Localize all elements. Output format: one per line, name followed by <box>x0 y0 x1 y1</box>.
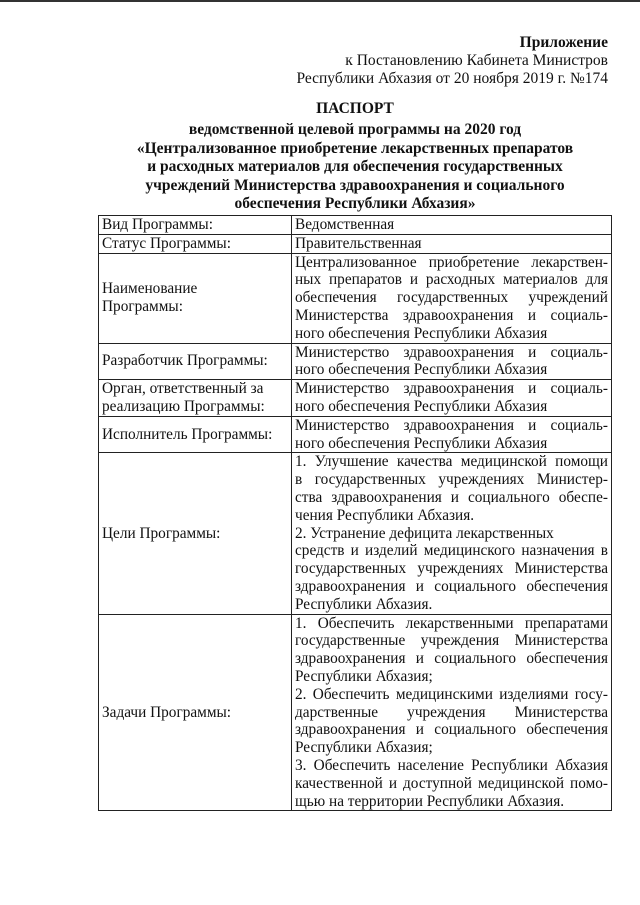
table-row <box>99 416 612 453</box>
table-row <box>99 614 612 811</box>
field-value-line: ного обеспечения Республики Абхазия <box>295 324 548 342</box>
field-value <box>292 253 612 343</box>
field-value-line: щью на территории Республики Абхазия. <box>295 792 565 810</box>
field-value-line: Министерства здравоохранения и социаль- <box>295 306 608 324</box>
field-value <box>292 234 612 253</box>
field-label-line: Программы: <box>102 298 183 316</box>
field-label-line: Наименование <box>102 280 198 298</box>
field-label-line: Статус Программы: <box>102 234 231 252</box>
passport-table <box>98 215 612 811</box>
field-value <box>292 614 612 811</box>
field-label <box>99 416 292 453</box>
scan-edge <box>0 0 640 2</box>
appendix-label: Приложение <box>519 34 608 51</box>
field-value <box>292 453 612 614</box>
field-value-line: чения Республики Абхазия. <box>295 506 475 524</box>
field-value-line: 3. Обеспечить население Республики Абхазия <box>295 756 608 774</box>
field-value-line: Правительственная <box>295 234 422 252</box>
field-value-line: ного обеспечения Республики Абхазия <box>295 397 548 415</box>
field-value-line: 1. Улучшение качества медицинской помощи <box>295 453 608 471</box>
field-label <box>99 453 292 614</box>
field-label <box>99 380 292 417</box>
field-value-line: ства здравоохранения и социального обеспе- <box>295 488 608 506</box>
field-value-line: ного обеспечения Республики Абхазия <box>295 361 548 379</box>
subtitle-line: учреждений Министерства здравоохранения и социального <box>145 176 565 194</box>
field-label <box>99 216 292 235</box>
field-value-line: 2. Обеспечить медицинскими изделиями госу- <box>295 685 608 703</box>
table-row <box>99 343 612 380</box>
field-value-line: Ведомственная <box>295 216 395 233</box>
table-row <box>99 253 612 343</box>
field-label <box>99 343 292 380</box>
table-row <box>99 216 612 235</box>
field-label-line: Разработчик Программы: <box>102 352 268 370</box>
field-value-line: здравоохранения и социального обеспечения <box>295 721 608 739</box>
field-value-line: дарственные учреждения Министерства <box>295 703 608 721</box>
field-value-line: Министерство здравоохранения и социаль- <box>295 380 608 398</box>
field-value-line: здравоохранения и социального обеспечения <box>295 577 608 595</box>
subtitle-line: «Централизованное приобретение лекарственных препаратов <box>136 139 574 157</box>
field-value-line: государственных учреждениях Министерства <box>295 560 608 578</box>
field-label-line: Орган, ответственный за <box>102 380 264 398</box>
table-row <box>99 453 612 614</box>
table-row <box>99 234 612 253</box>
field-value-line: 2. Устранение дефицита лекарственных <box>295 524 554 542</box>
table-row <box>99 380 612 417</box>
field-label <box>99 253 292 343</box>
field-value-line: средств и изделий медицинского назначения в <box>295 542 608 560</box>
field-value-line: Республики Абхазия. <box>295 595 433 613</box>
field-value-line: Министерство здравоохранения и социаль- <box>295 416 608 434</box>
field-value-line: ного обеспечения Республики Абхазия <box>295 434 548 452</box>
field-label-line: Задачи Программы: <box>102 703 232 721</box>
subtitle-line: ведомственной целевой программы на 2020 год <box>188 121 522 138</box>
field-label <box>99 614 292 811</box>
field-value-line: в государственных учреждениях Министер- <box>295 471 608 489</box>
field-value <box>292 343 612 380</box>
field-label <box>99 234 292 253</box>
subtitle-line: обеспечения Республики Абхазия» <box>234 195 476 212</box>
field-label-line: Исполнитель Программы: <box>102 425 273 443</box>
field-value <box>292 380 612 417</box>
field-value-line: ных препаратов и расходных материалов для <box>295 271 608 289</box>
decree-line-1: к Постановлению Кабинета Министров <box>345 52 608 69</box>
field-value-line: обеспечения государственных учреждений <box>295 289 608 307</box>
field-value-line: Республики Абхазия; <box>295 667 433 685</box>
appendix-heading <box>520 34 608 52</box>
field-value-line: Республики Абхазия; <box>295 739 433 757</box>
field-value <box>292 216 612 235</box>
field-label-line: Вид Программы: <box>102 216 213 233</box>
field-value-line: качественной и доступной медицинской помо- <box>295 774 608 792</box>
field-label-line: Цели Программы: <box>102 524 221 542</box>
field-value-line: 1. Обеспечить лекарственными препаратами <box>295 614 608 632</box>
document-title: ПАСПОРТ <box>316 100 394 117</box>
decree-line-2: Республики Абхазия от 20 ноября 2019 г. №174 <box>296 70 608 87</box>
field-value-line: Централизованное приобретение лекарствен- <box>295 253 608 271</box>
field-value <box>292 416 612 453</box>
subtitle-line: и расходных материалов для обеспечения государственных <box>147 158 563 175</box>
field-label-line: реализацию Программы: <box>102 397 265 415</box>
field-value-line: Министерство здравоохранения и социаль- <box>295 343 608 361</box>
field-value-line: государственные учреждения Министерства <box>295 632 608 650</box>
field-value-line: здравоохранения и социального обеспечения <box>295 650 608 668</box>
